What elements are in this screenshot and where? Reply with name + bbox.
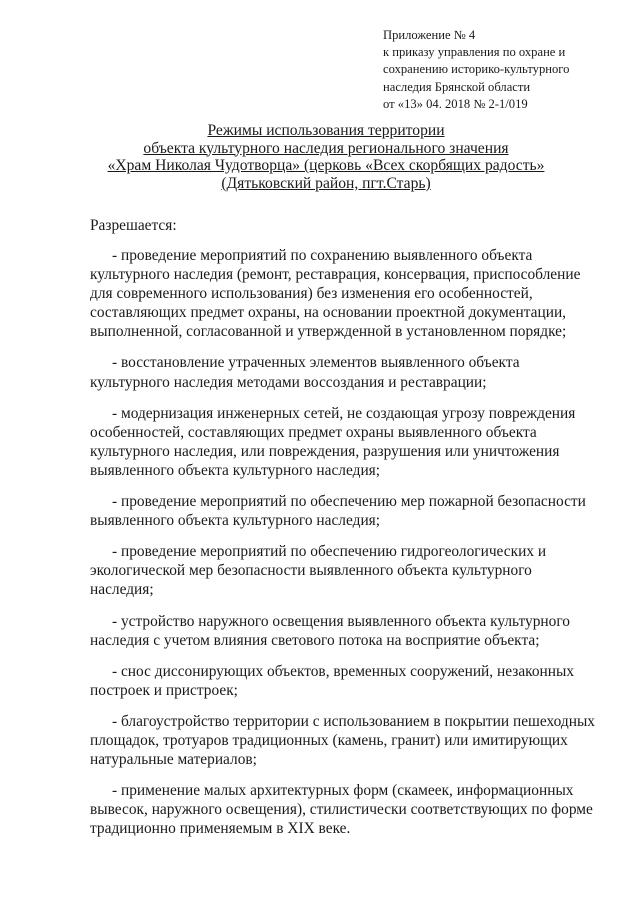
list-item: [90, 612, 595, 650]
list-item-line: - проведение мероприятий по обеспечению гидрогеологических и: [112, 543, 547, 561]
list-item-line: - устройство наружного освещения выявленного объекта культурного: [112, 612, 570, 630]
appendix-line: сохранению историко-культурного: [383, 62, 570, 77]
list-item-line: выполненной, согласованной и утвержденной в установленном порядке;: [90, 323, 567, 341]
list-item: [90, 781, 595, 838]
list-item-line: традиционно применяемым в XIX веке.: [90, 820, 351, 838]
list-item-line: наследия с учетом влияния светового потока на восприятие объекта;: [90, 631, 540, 649]
document-title: [60, 122, 592, 192]
list-item-line: натуральные материалов;: [90, 751, 257, 769]
list-item-line: для современного использования) без изменения его особенностей,: [90, 285, 533, 303]
list-item: [90, 662, 595, 700]
list-item-line: - проведение мероприятий по обеспечению мер пожарной безопасности: [112, 493, 586, 511]
list-item: [90, 353, 595, 391]
permitted-activities-list: [90, 246, 595, 850]
title-line: (Дятьковский район, пгт.Старь): [221, 174, 431, 192]
list-item-line: составляющих предмет охраны, на основании проектной документации,: [90, 304, 567, 322]
appendix-line: к приказу управления по охране и: [383, 45, 566, 60]
list-item-line: - благоустройство территории с использованием в покрытии пешеходных: [112, 712, 595, 730]
title-line: объекта культурного наследия регионального значения: [143, 139, 509, 157]
list-item-line: площадок, тротуаров традиционных (камень, гранит) или имитирующих: [90, 731, 568, 749]
list-item: [90, 492, 595, 530]
list-item-line: - модернизация инженерных сетей, не создающая угрозу повреждения: [112, 404, 576, 422]
list-item: [90, 246, 595, 341]
list-item-line: особенностей, составляющих предмет охраны выявленного объекта: [90, 423, 537, 441]
list-item: [90, 542, 595, 599]
appendix-line: наследия Брянской области: [383, 79, 531, 94]
list-item-line: - восстановление утраченных элементов выявленного объекта: [112, 354, 520, 372]
appendix-block: [383, 27, 623, 113]
appendix-line: Приложение № 4: [383, 28, 476, 42]
list-item-line: вывесок, наружного освещения), стилистически соответствующих по форме: [90, 801, 593, 819]
list-item-line: выявленного объекта культурного наследия;: [90, 461, 381, 479]
list-item: [90, 712, 595, 769]
list-item: [90, 404, 595, 480]
allowed-heading: Разрешается:: [90, 217, 177, 234]
list-item-line: культурного наследия (ремонт, реставрация, консервация, приспособление: [90, 266, 581, 284]
list-item-line: культурного наследия методами воссоздания и реставрации;: [90, 373, 487, 391]
list-item-line: построек и пристроек;: [90, 681, 238, 699]
list-item-line: культурного наследия, или повреждения, разрушения или уничтожения: [90, 442, 560, 460]
appendix-line: от «13» 04. 2018 № 2-1/019: [383, 96, 528, 111]
list-item-line: наследия;: [90, 581, 154, 599]
list-item-line: - применение малых архитектурных форм (скамеек, информационных: [112, 782, 574, 800]
list-item-line: выявленного объекта культурного наследия;: [90, 512, 381, 530]
list-item-line: - проведение мероприятий по сохранению выявленного объекта: [112, 247, 533, 264]
title-line: Режимы использования территории: [207, 122, 445, 139]
title-line: «Храм Николая Чудотворца» (церковь «Всех скорбящих радость»: [107, 157, 545, 175]
list-item-line: экологической мер безопасности выявленного объекта культурного: [90, 562, 532, 580]
list-item-line: - снос диссонирующих объектов, временных сооружений, незаконных: [112, 662, 575, 680]
